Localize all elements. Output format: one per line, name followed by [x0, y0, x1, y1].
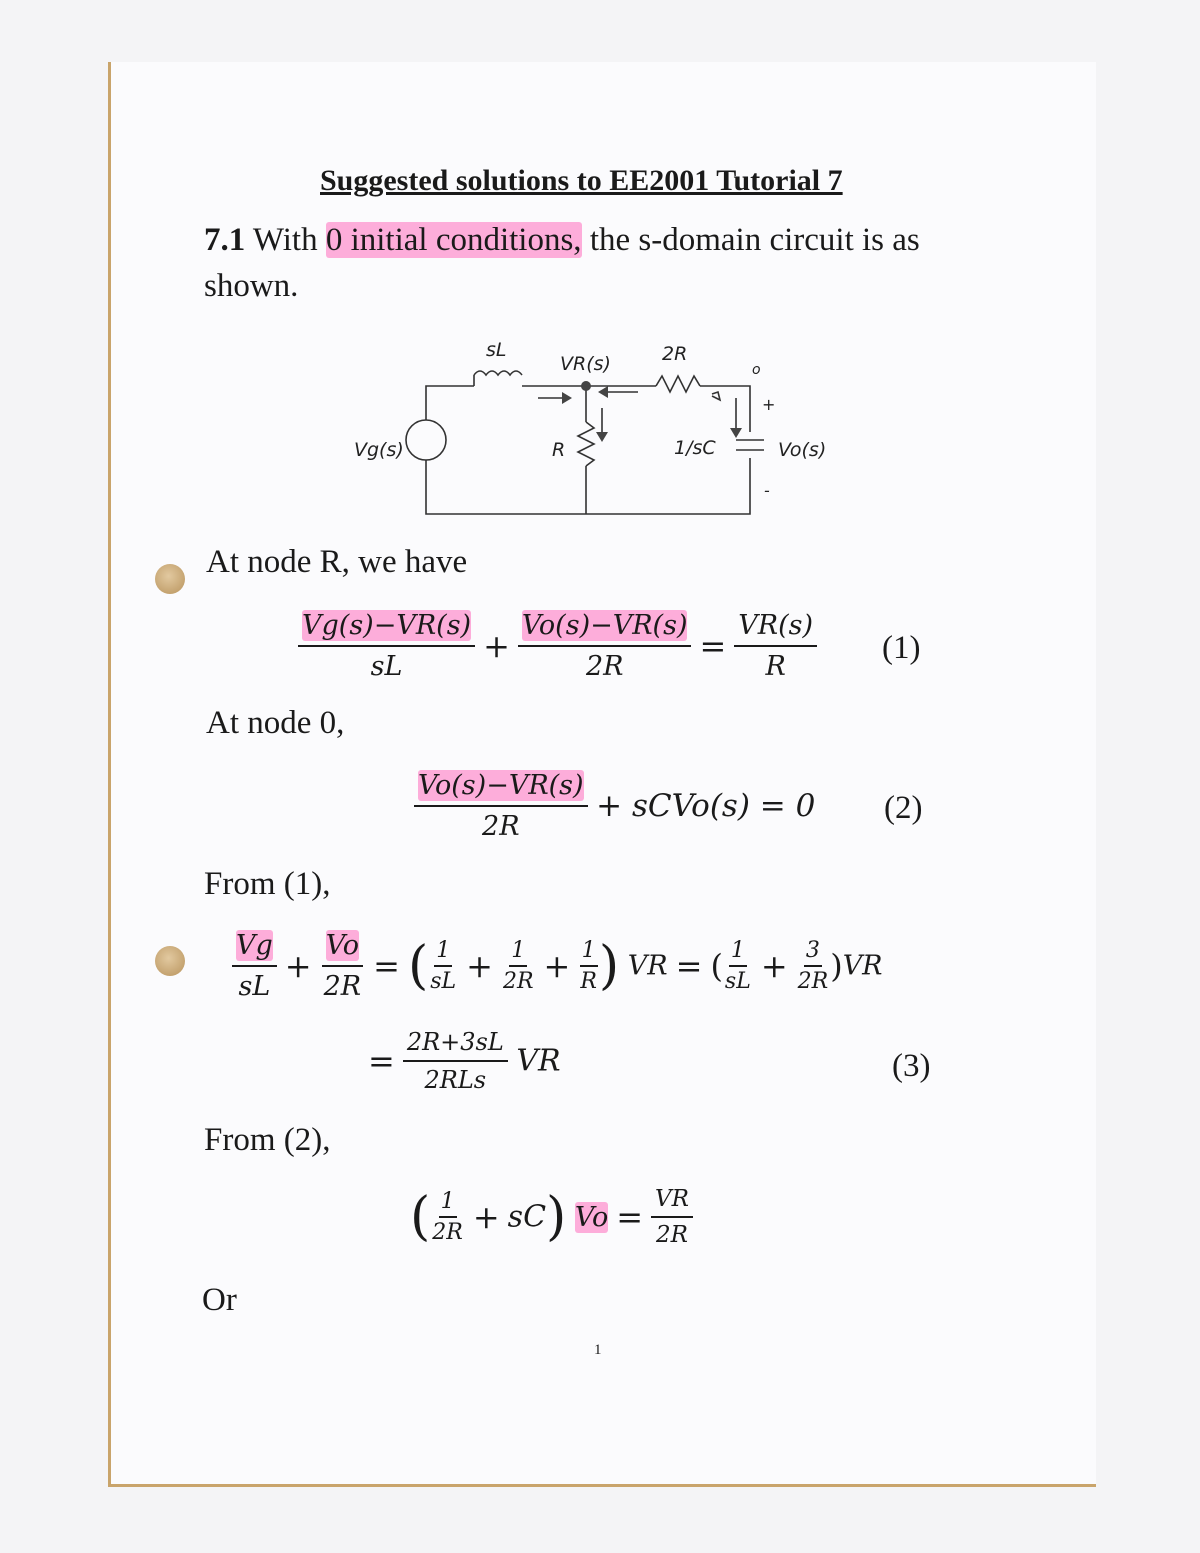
punch-hole	[155, 564, 185, 594]
label-vr: VR(s)	[560, 353, 611, 375]
equation-3-line-2: = $\frac{2R+3sL}{\text{2RLs}}$ VR	[368, 1028, 561, 1094]
arrow-icon	[596, 432, 608, 442]
punch-hole	[155, 946, 185, 976]
page-title: Suggested solutions to EE2001 Tutorial 7	[320, 164, 843, 197]
equation-3-line-1: $\frac{Vg}{sL}$ + $\frac{Vo}{2R}$ = ( $\frac{1}{sL}$ + $\frac{1}{2R}$ + $\frac{1}{R}$ ) VR = ( $\frac{1}{sL}$ + $\frac{3}{2R}$ )VR	[232, 930, 883, 1002]
problem-number: 7.1	[204, 222, 246, 258]
step-from-2: From (2),	[204, 1122, 331, 1158]
resistor-r-icon	[578, 422, 594, 466]
equation-number-2: (2)	[884, 790, 923, 826]
label-vg: Vg(s)	[354, 439, 404, 461]
step-or: Or	[202, 1282, 237, 1318]
inductor-icon	[474, 371, 522, 375]
arrow-icon	[598, 386, 608, 398]
intro-line-2: shown.	[204, 268, 299, 304]
label-vo: Vo(s)	[778, 439, 827, 461]
equation-number-3: (3)	[892, 1048, 931, 1084]
equation-number-1: (1)	[882, 630, 921, 666]
label-o: o	[752, 362, 761, 378]
s-domain-circuit	[340, 330, 860, 530]
arrow-icon	[562, 392, 572, 404]
page-number: 1	[594, 1342, 602, 1358]
label-2r: 2R	[662, 343, 688, 365]
highlighted-text: 0 initial conditions,	[325, 222, 582, 258]
equation-4: ( $\frac{1}{2R}$ + sC) Vo = $\frac{VR}{2R}$	[410, 1186, 693, 1248]
node-dot	[581, 381, 591, 391]
step-node-r: At node R, we have	[206, 544, 468, 580]
equation-1: $\frac{Vg(s)-VR(s)}{sL}$ + $\frac{Vo(s)-VR(s)}{2R}$ = $\frac{VR(s)}{R}$	[298, 610, 817, 682]
step-from-1: From (1),	[204, 866, 331, 902]
label-r: R	[552, 439, 566, 461]
intro-line: 7.1 With 0 initial conditions, the s-domain circuit is as	[204, 222, 920, 258]
label-plus: +	[762, 395, 776, 414]
resistor-2r-icon	[656, 376, 700, 392]
equation-2: $\frac{Vo(s)-VR(s)}{2R}$ + sCVo(s) = 0	[414, 770, 815, 842]
arrow-icon	[730, 428, 742, 438]
voltage-source-icon	[406, 420, 446, 460]
wire	[426, 458, 750, 514]
step-node-0: At node 0,	[206, 705, 345, 741]
wire	[426, 386, 474, 420]
label-sl: sL	[486, 339, 507, 361]
label-minus: -	[764, 481, 770, 500]
label-cap: 1/sC	[674, 437, 716, 459]
